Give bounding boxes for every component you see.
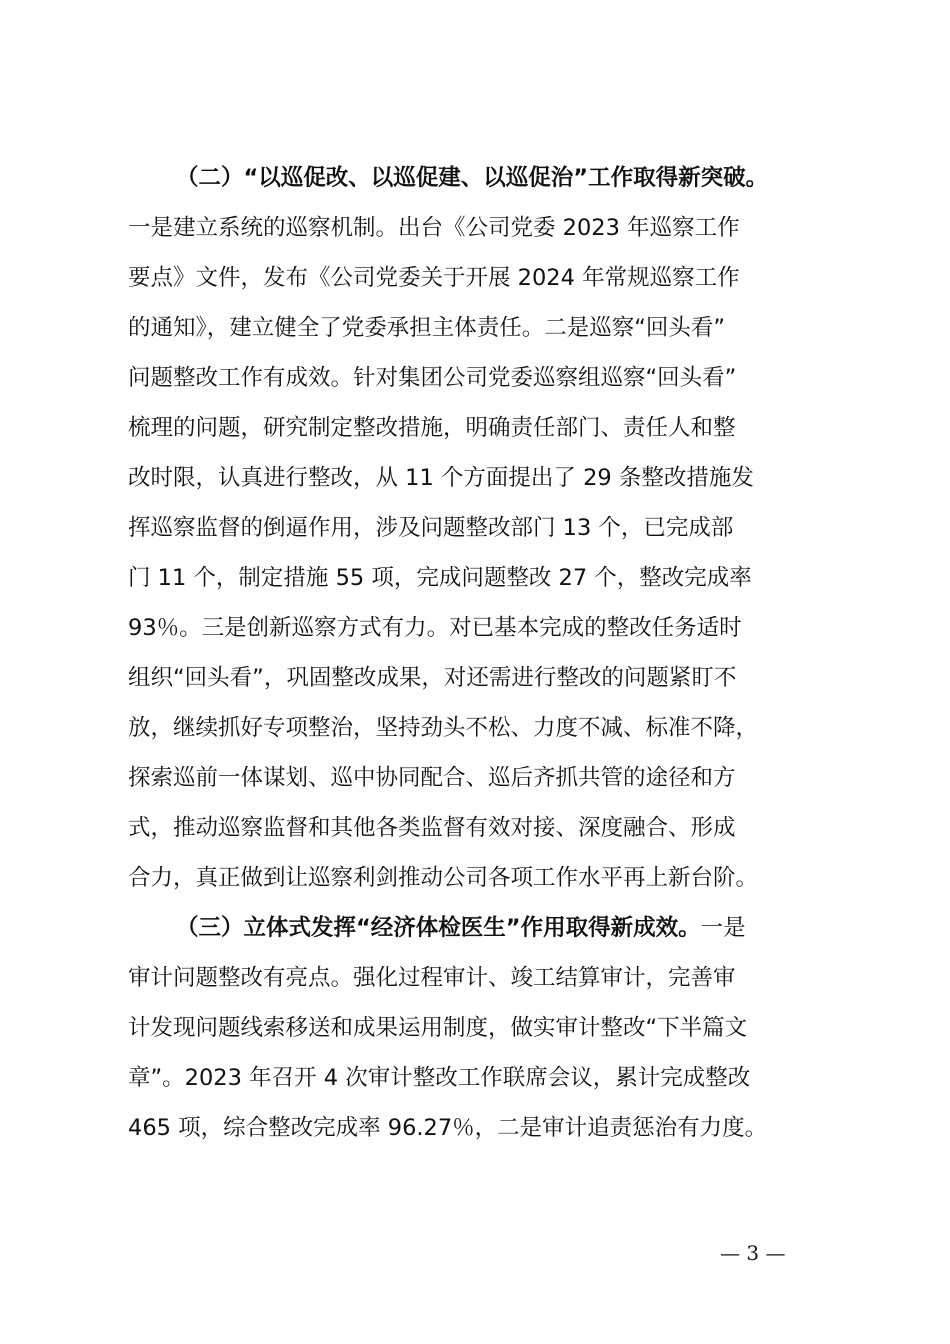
body-line: 要点》文件，发布《公司党委关于开展 2024 年常规巡察工作 xyxy=(128,265,740,291)
body-line: 465 项，综合整改完成率 96.27％，二是审计追责惩治有力度。 xyxy=(128,1115,768,1141)
body-line: 一是建立系统的巡察机制。出台《公司党委 2023 年巡察工作 xyxy=(128,215,740,241)
body-line: 组织“回头看”，巩固整改成果，对还需进行整改的问题紧盯不 xyxy=(128,665,737,691)
body-line: 放，继续抓好专项整治，坚持劲头不松、力度不减、标准不降， xyxy=(128,715,759,741)
section-2-heading: （二）“以巡促改、以巡促建、以巡促治”工作取得新突破。 xyxy=(176,165,769,191)
page-number: — 3 — xyxy=(720,1241,786,1265)
body-line: 计发现问题线索移送和成果运用制度，做实审计整改“下半篇文 xyxy=(128,1015,748,1041)
body-line: 章”。2023 年召开 4 次审计整改工作联席会议，累计完成整改 xyxy=(128,1065,751,1091)
body-line: 的通知》，建立健全了党委承担主体责任。二是巡察“回头看” xyxy=(128,315,726,341)
body-line: 梳理的问题，研究制定整改措施，明确责任部门、责任人和整 xyxy=(128,415,736,441)
section-3-heading-tail: 一是 xyxy=(700,915,746,941)
body-line: 式，推动巡察监督和其他各类监督有效对接、深度融合、形成 xyxy=(128,815,736,841)
body-line: 合力，真正做到让巡察利剑推动公司各项工作水平再上新台阶。 xyxy=(128,865,759,891)
body-line: 探索巡前一体谋划、巡中协同配合、巡后齐抓共管的途径和方 xyxy=(128,765,736,791)
body-line: 挥巡察监督的倒逼作用，涉及问题整改部门 13 个，已完成部 xyxy=(128,515,734,541)
body-line: 审计问题整改有亮点。强化过程审计、竣工结算审计，完善审 xyxy=(128,965,736,991)
body-line: 93％。三是创新巡察方式有力。对已基本完成的整改任务适时 xyxy=(128,615,742,641)
section-3-heading: （三）立体式发挥“经济体检医生”作用取得新成效。 xyxy=(176,915,701,941)
section-3-heading-line xyxy=(176,913,838,943)
body-line: 改时限，认真进行整改，从 11 个方面提出了 29 条整改措施发 xyxy=(128,465,754,491)
body-line: 门 11 个，制定措施 55 项，完成问题整改 27 个，整改完成率 xyxy=(128,565,752,591)
body-line: 问题整改工作有成效。针对集团公司党委巡察组巡察“回头看” xyxy=(128,365,737,391)
